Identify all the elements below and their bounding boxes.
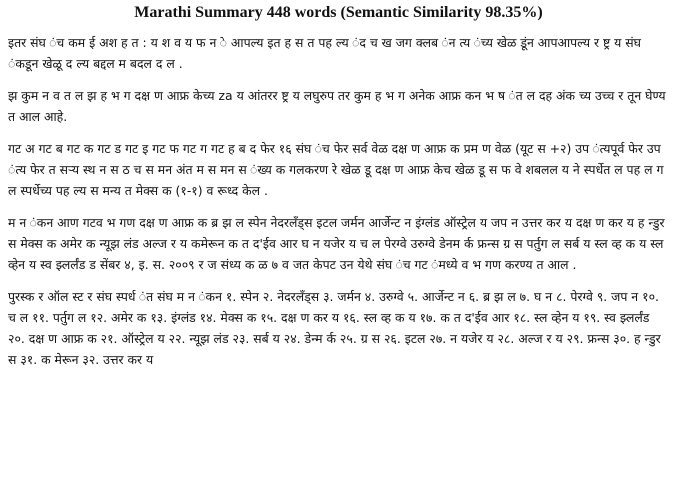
paragraph-4: म न ंकन आण गटव भ गण दक्ष ण आफ्र क ब्र झ ल स्पेन नेदरलँड्स इटल जर्मन आर्जेन्ट न इंग्लंड ऑस्ट्रेल य जप न उत्तर कर य दक्ष ण कर य ह न्डुर स मेक्स क अमेर क न्यूझ लंड अल्ज र य कमेरून क त द'ईव आर घ न यजेर य च ल पेरग्वे उरुग्वे डेनम र्क फ्रन्स ग्र स पर्तुग ल सर्ब य स्ल व्ह क य स्ल व्हेन य स्व झ्लर्लंड ड सेंबर ४, इ. स. २००९ र ज संध्य क ळ ७ व जत केपट उन येथे संघ ंच गट ंमध्ये व भ गण करण्य त आल . <box>8 215 665 272</box>
paragraph-3: गट अ गट ब गट क गट ड गट इ गट फ गट ग गट ह ब द फेर १६ संघ ंच फेर सर्व वेळ दक्ष ण आफ्र क प्रम ण वेळ (यूट स +२) उप ंत्यपूर्व फेर उप ंत्य फेर त सऱ्य स्थ न स ठ च स मन अंत म स मन स ंख्य क गलकरण रे खेळ डू दक्ष ण आफ्र केच खेळ डू स फ वे शबलल य ने स्पर्धेत ल पह ल ग ल स्पर्धेच्य पह ल्य स मन्य त मेक्स क (१-१) व रूध्द केल . <box>8 141 664 198</box>
document-title: Marathi Summary 448 words (Semantic Similarity 98.35%) <box>134 4 543 21</box>
paragraph-5: पुरस्क र ऑल स्ट र संघ स्पर्ध ंत संघ म न ंकन १. स्पेन २. नेदरलँड्स ३. जर्मन ४. उरुग्वे ५. आर्जेन्ट न ६. ब्र झ ल ७. घ न ८. पेरग्वे ९. जप न १०. च ल ११. पर्तुग ल १२. अमेर क १३. इंग्लंड १४. मेक्स क १५. दक्ष ण कर य १६. स्ल व्ह क य १७. क त द'ईव आर १८. स्ल व्हेन य १९. स्व झ्लर्लंड २०. दक्ष ण आफ्र क २१. ऑस्ट्रेल य २२. न्यूझ लंड २३. सर्ब य २४. डेन्म र्क २५. ग्र स २६. इटल २७. न यजेर य २८. अल्ज र य २९. फ्रन्स ३०. ह न्डुर स ३१. क मेरून ३२. उत्तर कर य <box>8 289 661 367</box>
paragraph-1: इतर संघ ंच कम ई अश ह त : य श व य फ न े आपल्य इत ह स त पह ल्य ंद च ख जग क्लब ंन त्य ंच्य खेळ डूंन आपआपल्य र ष्ट्र य संघ ंकडून खेळू द ल्य बद्दल म बदल द ल . <box>8 35 641 71</box>
paragraph-2: झ कुम न व त ल झ ह भ ग दक्ष ण आफ्र केच्य za य आंतरर ष्ट्र य लघुरुप तर कुम ह भ ग अनेक आफ्र कन भ ष ंत ल दह अंक च्य उच्च र तून घेण्य त आल आहे. <box>8 88 666 124</box>
